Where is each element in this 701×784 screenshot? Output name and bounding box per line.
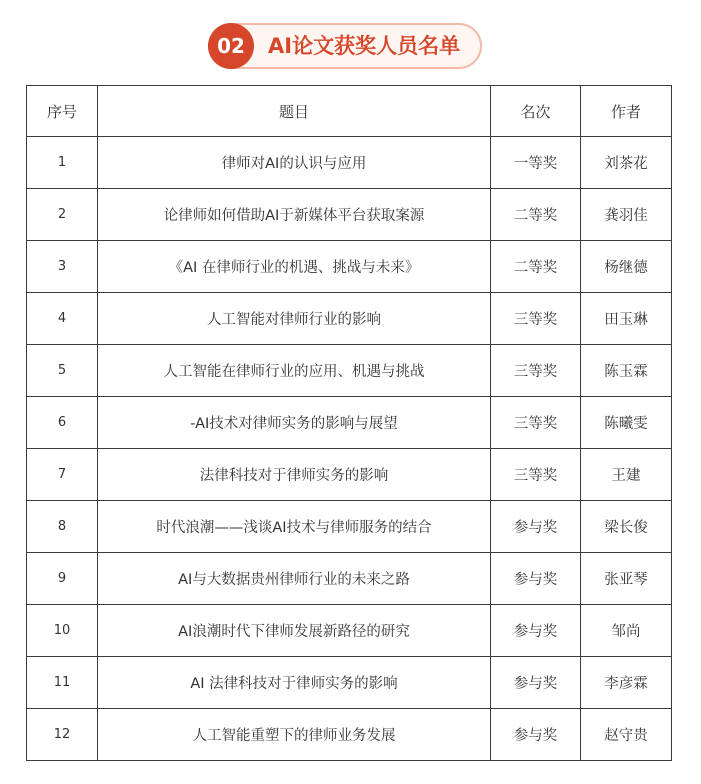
table-row (27, 553, 672, 605)
section-banner (208, 23, 482, 69)
cell-title: 《AI 在律师行业的机遇、挑战与未来》 (98, 241, 491, 293)
cell-author: 赵守贵 (581, 709, 672, 761)
table-row (27, 241, 672, 293)
cell-rank: 二等奖 (491, 189, 581, 241)
cell-title: AI浪潮时代下律师发展新路径的研究 (98, 605, 491, 657)
cell-seq: 12 (27, 709, 98, 761)
cell-author: 刘茶花 (581, 137, 672, 189)
cell-seq: 8 (27, 501, 98, 553)
cell-title: 论律师如何借助AI于新媒体平台获取案源 (98, 189, 491, 241)
award-table (26, 85, 672, 761)
header-author: 作者 (581, 86, 672, 137)
cell-title: 律师对AI的认识与应用 (98, 137, 491, 189)
cell-rank: 参与奖 (491, 501, 581, 553)
cell-title: -AI技术对律师实务的影响与展望 (98, 397, 491, 449)
cell-rank: 参与奖 (491, 657, 581, 709)
table-row (27, 657, 672, 709)
cell-rank: 二等奖 (491, 241, 581, 293)
cell-author: 王建 (581, 449, 672, 501)
cell-title: AI与大数据贵州律师行业的未来之路 (98, 553, 491, 605)
cell-title: 时代浪潮——浅谈AI技术与律师服务的结合 (98, 501, 491, 553)
cell-seq: 11 (27, 657, 98, 709)
cell-author: 陈玉霖 (581, 345, 672, 397)
cell-author: 杨继德 (581, 241, 672, 293)
section-title: AI论文获奖人员名单 (268, 34, 461, 58)
cell-rank: 三等奖 (491, 397, 581, 449)
cell-rank: 三等奖 (491, 293, 581, 345)
table-row (27, 397, 672, 449)
cell-seq: 9 (27, 553, 98, 605)
table-row (27, 137, 672, 189)
cell-seq: 10 (27, 605, 98, 657)
cell-title: 人工智能在律师行业的应用、机遇与挑战 (98, 345, 491, 397)
header-title: 题目 (98, 86, 491, 137)
cell-rank: 三等奖 (491, 449, 581, 501)
cell-author: 龚羽佳 (581, 189, 672, 241)
cell-seq: 7 (27, 449, 98, 501)
cell-seq: 6 (27, 397, 98, 449)
cell-author: 田玉琳 (581, 293, 672, 345)
table-row (27, 605, 672, 657)
cell-author: 张亚琴 (581, 553, 672, 605)
cell-seq: 5 (27, 345, 98, 397)
section-number-badge: 02 (208, 23, 254, 69)
table-row (27, 501, 672, 553)
cell-seq: 1 (27, 137, 98, 189)
cell-title: AI 法律科技对于律师实务的影响 (98, 657, 491, 709)
table-row (27, 709, 672, 761)
cell-author: 梁长俊 (581, 501, 672, 553)
cell-seq: 4 (27, 293, 98, 345)
cell-rank: 三等奖 (491, 345, 581, 397)
cell-title: 法律科技对于律师实务的影响 (98, 449, 491, 501)
cell-title: 人工智能重塑下的律师业务发展 (98, 709, 491, 761)
cell-rank: 一等奖 (491, 137, 581, 189)
cell-seq: 3 (27, 241, 98, 293)
cell-seq: 2 (27, 189, 98, 241)
table-row (27, 345, 672, 397)
header-rank: 名次 (491, 86, 581, 137)
cell-title: 人工智能对律师行业的影响 (98, 293, 491, 345)
cell-author: 邹尚 (581, 605, 672, 657)
cell-rank: 参与奖 (491, 605, 581, 657)
table-row (27, 189, 672, 241)
cell-rank: 参与奖 (491, 553, 581, 605)
cell-author: 陈曦雯 (581, 397, 672, 449)
cell-author: 李彦霖 (581, 657, 672, 709)
table-row (27, 293, 672, 345)
cell-rank: 参与奖 (491, 709, 581, 761)
table-header-row (27, 86, 672, 137)
table-row (27, 449, 672, 501)
header-seq: 序号 (27, 86, 98, 137)
